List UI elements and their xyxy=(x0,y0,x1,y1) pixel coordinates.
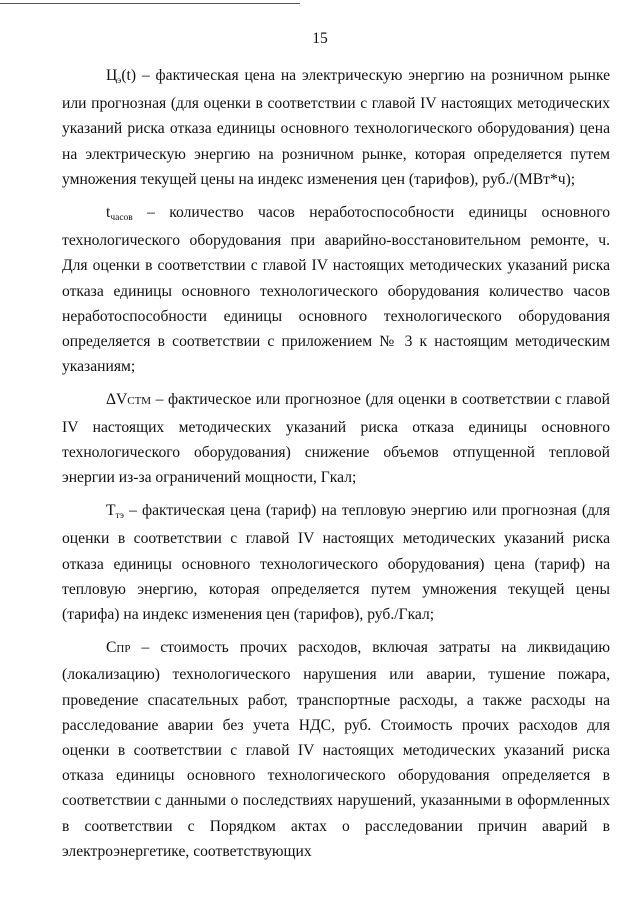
paragraph-t-te xyxy=(62,498,610,627)
symbol-subscript: тэ xyxy=(115,511,124,522)
symbol-t-te xyxy=(106,502,124,522)
symbol-main: Ц xyxy=(106,67,118,84)
symbol-main: С xyxy=(106,639,117,657)
symbol-main: ΔV xyxy=(106,391,128,409)
document-body xyxy=(62,63,610,872)
symbol-c-pr xyxy=(106,639,130,656)
paragraph-text: – стоимость прочих расходов, включая затраты на ликвидацию (локализацию) технологического нарушения или аварии, тушение пожара, проведение спасательных работ, транспортные расходы, а также расходы на расследование аварии без учета НДС, руб. Стоимость прочих расходов для оценки в соответствии с главой IV настоящих методических указаний риска отказа единицы основного технологического оборудования определяется в соответствии с данными о последствиях нарушений, указанными в оформленных в соответствии с Порядком актах о расследовании причин аварий в электроэнергетике, соответствующих xyxy=(62,639,610,860)
paragraph-t-hours xyxy=(62,200,610,379)
paragraph-text: – фактическая цена на электрическую энергию на розничном рынке или прогнозная (для оценки в соответствии с главой IV настоящих методических указаний риска отказа единицы основного технологического оборудования) цена на электрическую энергию на розничном рынке, которая определяется путем умножения текущей цены на индекс изменения цен (тарифов), руб./(МВт*ч); xyxy=(62,67,610,188)
paragraph-text: – количество часов неработоспособности единицы основного технологического оборудования при аварийно-восстановительном ремонте, ч. Для оценки в соответствии с главой IV настоящих методических указаний риска отказа единицы основного технологического оборудования количество часов неработоспособности единицы основного технологического оборудования определяется в соответствии с приложением № 3 к настоящим методическим указаниям; xyxy=(62,204,610,376)
symbol-delta-v xyxy=(106,391,151,408)
page-number: 15 xyxy=(312,30,328,47)
symbol-t-hours xyxy=(106,204,133,224)
symbol-main: t xyxy=(106,204,111,222)
symbol-suffix: (t) xyxy=(121,67,137,84)
symbol-subscript: часов xyxy=(110,213,133,224)
symbol-subscript: э xyxy=(117,76,122,86)
paragraph-c-pr xyxy=(62,635,610,864)
symbol-subscript: СТМ xyxy=(127,395,151,408)
symbol-main: Т xyxy=(106,502,116,520)
symbol-ce xyxy=(106,67,136,84)
paragraph-text: – фактическое или прогнозное (для оценки в соответствии с главой IV настоящих методических указаний риска отказа единицы основного технологического оборудования) снижение объемов отпущенной тепловой энергии из-за ограничений мощности, Гкал; xyxy=(62,391,610,487)
paragraph-text: – фактическая цена (тариф) на тепловую энергию или прогнозная (для оценки в соответствии с главой IV настоящих методических указаний риска отказа единицы основного технологического оборудования) цена (тариф) на тепловую энергию, которая определяется путем умножения текущей цены (тарифа) на индекс изменения цен (тарифов), руб./Гкал; xyxy=(62,502,610,624)
paragraph-delta-v xyxy=(62,387,610,490)
paragraph-ce-price xyxy=(62,63,610,192)
header-rule xyxy=(0,3,300,4)
symbol-subscript: ПР xyxy=(116,643,131,656)
